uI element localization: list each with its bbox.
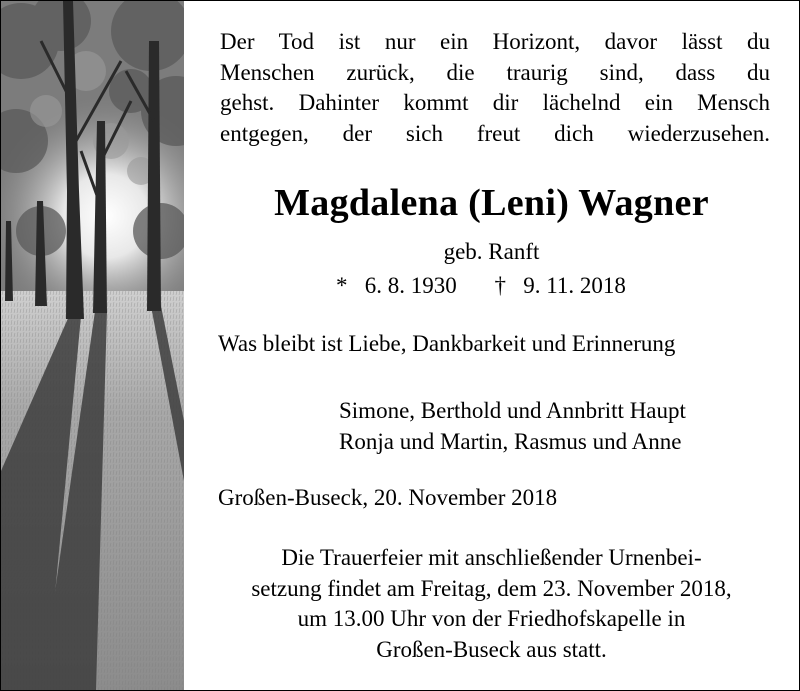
birth-date: 6. 8. 1930 — [364, 273, 457, 298]
birth-symbol: * — [336, 273, 348, 298]
death-cross-icon: † — [494, 273, 506, 298]
life-dates — [336, 273, 626, 299]
motto: Was bleibt ist Liebe, Dankbarkeit und Erinnerung — [218, 331, 676, 356]
quote-line: gehst. Dahinter kommt dir lächelnd ein Mensch — [220, 90, 770, 115]
service-line: Die Trauerfeier mit anschließender Urnenbei- — [281, 545, 702, 570]
family-signatures — [339, 396, 686, 457]
death-date: 9. 11. 2018 — [523, 273, 626, 298]
service-line: Großen-Buseck aus statt. — [376, 636, 607, 662]
funeral-service-info — [184, 543, 799, 665]
trees-sunlight-photo — [1, 1, 184, 690]
family-line: Simone, Berthold und Annbritt Haupt — [339, 398, 686, 423]
notice-text — [184, 1, 799, 690]
service-line: um 13.00 Uhr von der Friedhofskapelle in — [297, 606, 686, 631]
quote-line: Der Tod ist nur ein Horizont, davor lässt du — [220, 29, 770, 54]
quote-line: entgegen, der sich freut dich wiederzusehen. — [220, 120, 770, 146]
quote-line: Menschen zurück, die traurig sind, dass du — [220, 59, 770, 85]
service-line: setzung findet am Freitag, dem 23. November 2018, — [251, 575, 732, 601]
deceased-name: Magdalena (Leni) Wagner — [274, 182, 709, 224]
birth-name: geb. Ranft — [443, 239, 540, 264]
place-date: Großen-Buseck, 20. November 2018 — [218, 485, 558, 510]
quote — [220, 27, 770, 149]
family-line: Ronja und Martin, Rasmus und Anne — [339, 428, 682, 454]
